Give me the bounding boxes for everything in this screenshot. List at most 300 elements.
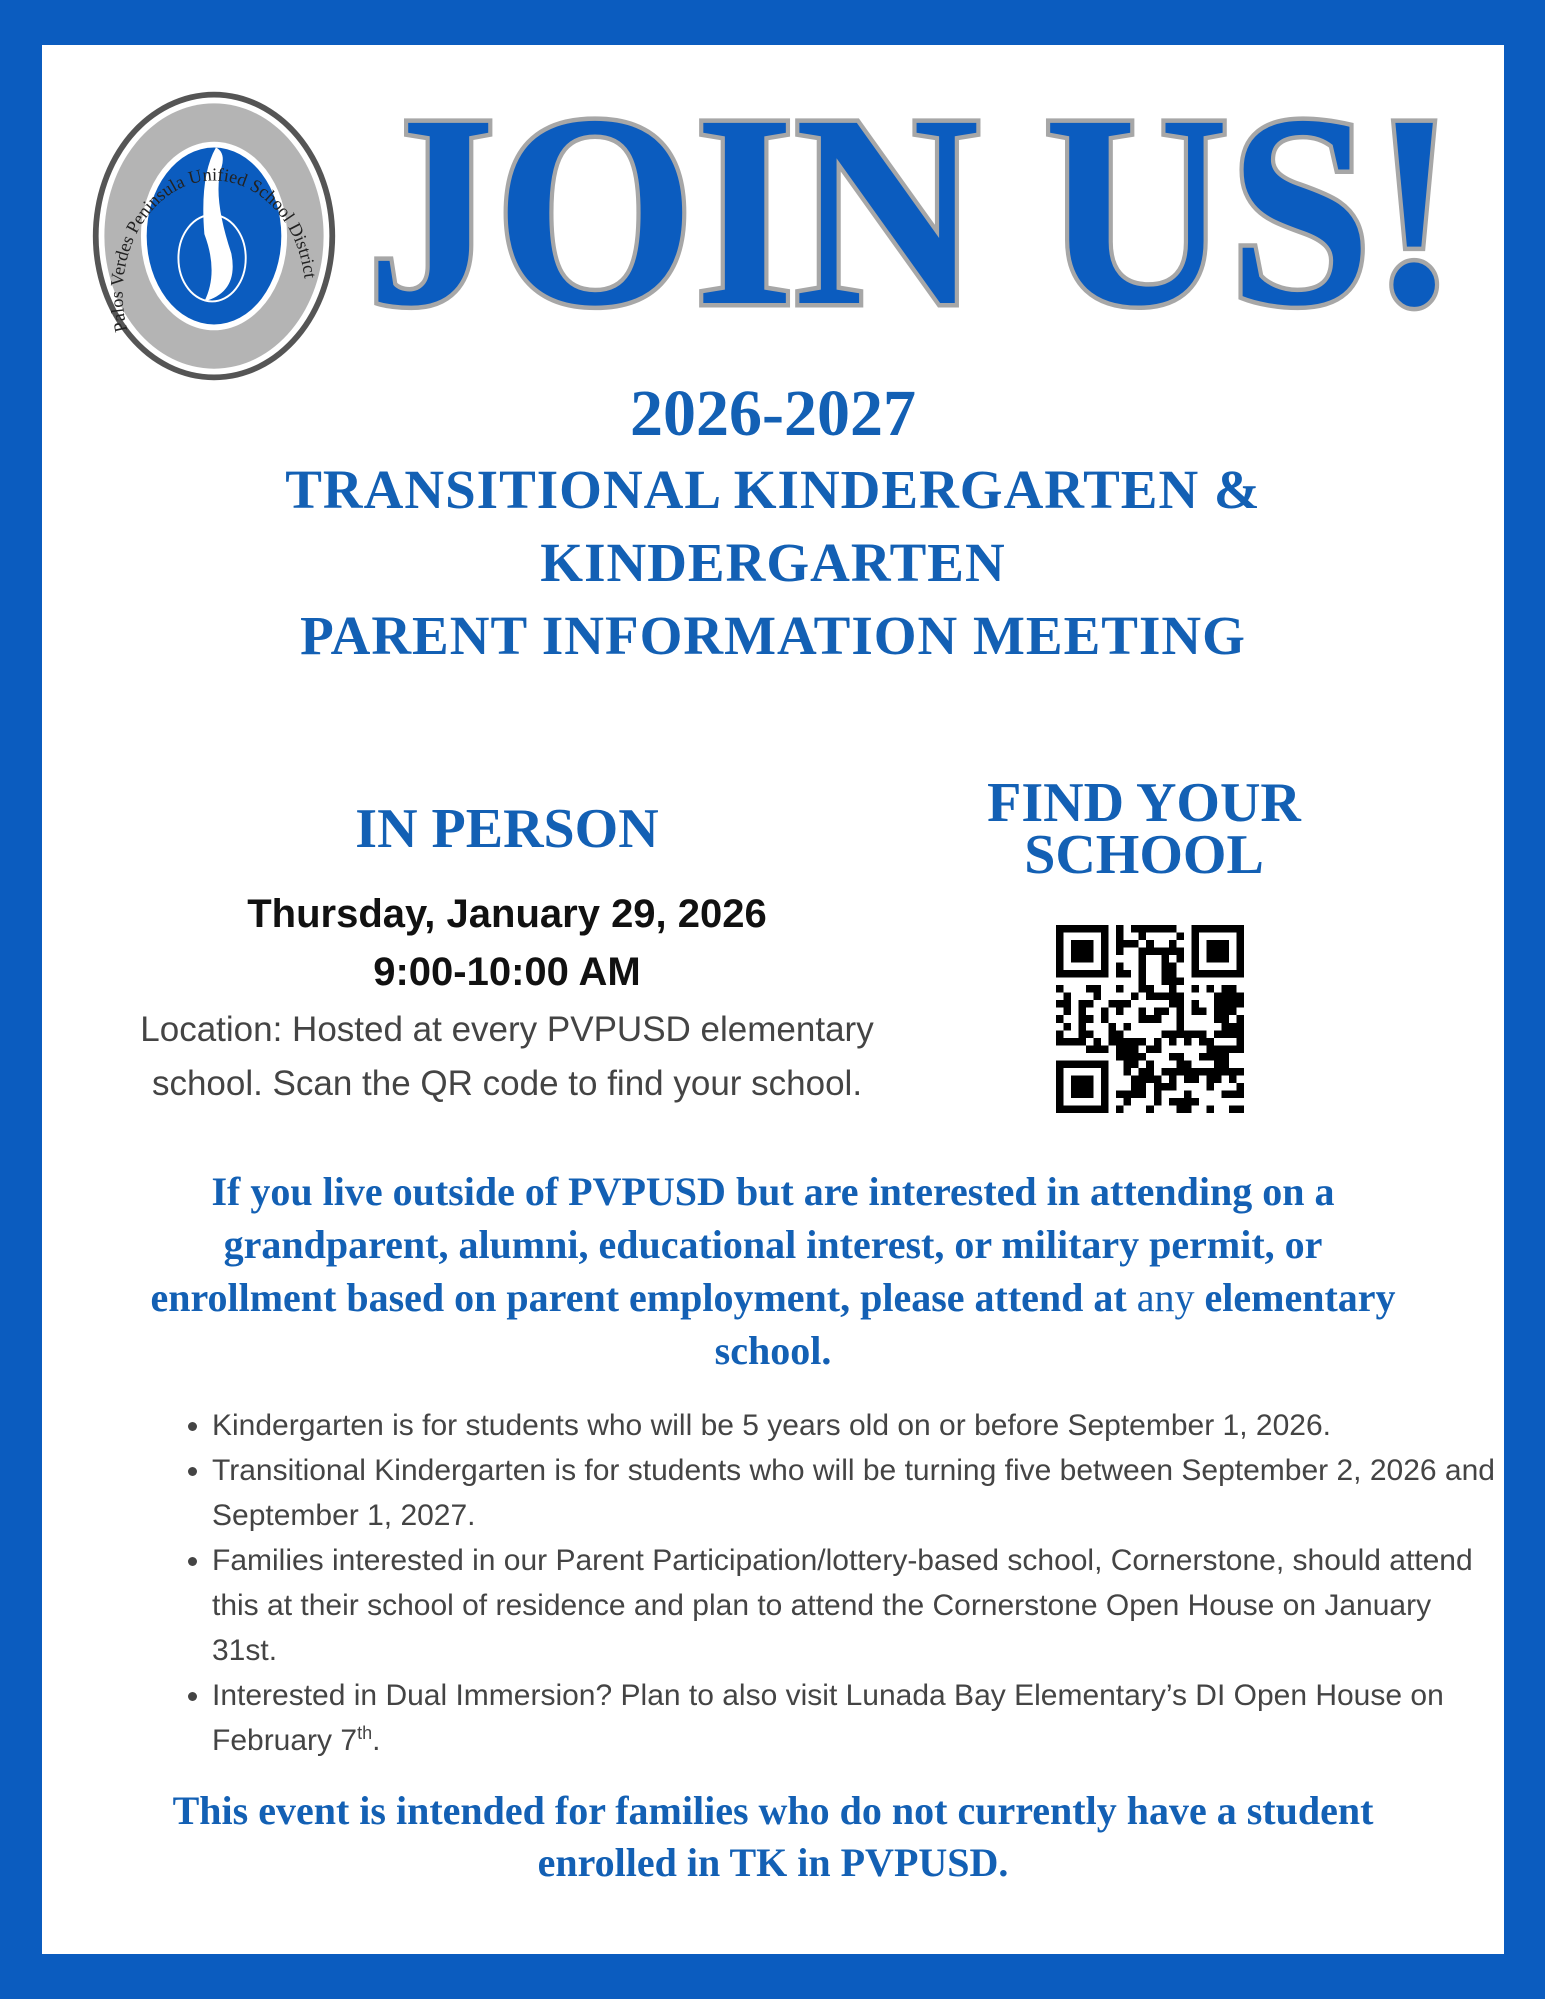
qr-module <box>1191 1098 1199 1106</box>
qr-module <box>1079 1075 1087 1083</box>
event-time: 9:00-10:00 AM <box>373 950 641 994</box>
qr-module <box>1086 1083 1094 1091</box>
qr-module <box>1221 1023 1229 1031</box>
qr-module <box>1146 1015 1154 1023</box>
qr-module <box>1221 993 1229 1001</box>
find-your-school-heading <box>942 772 1346 886</box>
qr-module <box>1056 940 1064 948</box>
qr-module <box>1094 1038 1102 1046</box>
qr-module <box>1161 993 1169 1001</box>
qr-module <box>1206 1053 1214 1061</box>
outside-district-notice <box>142 1165 1404 1377</box>
qr-module <box>1131 1075 1139 1083</box>
qr-module <box>1101 1090 1109 1098</box>
qr-module <box>1154 1015 1162 1023</box>
qr-module <box>1131 1083 1139 1091</box>
qr-module <box>1176 1105 1184 1113</box>
qr-module <box>1236 940 1244 948</box>
qr-module <box>1146 993 1154 1001</box>
qr-module <box>1199 925 1207 933</box>
qr-module <box>1064 970 1072 978</box>
title-line-2: KINDERGARTEN <box>540 532 1006 593</box>
qr-module <box>1146 925 1154 933</box>
qr-module <box>1116 1105 1124 1113</box>
qr-module <box>1094 1045 1102 1053</box>
find-line-1: FIND YOUR <box>987 772 1301 834</box>
qr-module <box>1176 1068 1184 1076</box>
qr-module <box>1229 1075 1237 1083</box>
qr-module <box>1139 1083 1147 1091</box>
qr-module <box>1161 1083 1169 1091</box>
qr-module <box>1169 1068 1177 1076</box>
qr-module <box>1206 940 1214 948</box>
qr-module <box>1229 1068 1237 1076</box>
qr-module <box>1206 1068 1214 1076</box>
qr-module <box>1191 1000 1199 1008</box>
qr-module <box>1139 1015 1147 1023</box>
qr-module <box>1094 993 1102 1001</box>
qr-module <box>1071 1105 1079 1113</box>
qr-module <box>1056 1083 1064 1091</box>
qr-module <box>1191 1068 1199 1076</box>
qr-module <box>1236 1045 1244 1053</box>
qr-module <box>1229 1000 1237 1008</box>
ordinal-suffix: th <box>357 1723 373 1743</box>
qr-module <box>1139 933 1147 941</box>
qr-module <box>1161 925 1169 933</box>
title-line-3: PARENT INFORMATION MEETING <box>300 605 1246 666</box>
qr-module <box>1101 1098 1109 1106</box>
qr-module <box>1146 1045 1154 1053</box>
qr-module <box>1079 1023 1087 1031</box>
qr-module <box>1214 1075 1222 1083</box>
qr-module <box>1116 970 1124 978</box>
qr-module <box>1071 970 1079 978</box>
qr-module <box>1236 948 1244 956</box>
qr-module <box>1124 1023 1132 1031</box>
qr-module <box>1064 1038 1072 1046</box>
qr-module <box>1086 1075 1094 1083</box>
qr-module <box>1161 1068 1169 1076</box>
qr-module <box>1079 948 1087 956</box>
qr-module <box>1176 955 1184 963</box>
qr-module <box>1191 925 1199 933</box>
district-seal-logo <box>89 89 339 384</box>
qr-module <box>1071 955 1079 963</box>
qr-module <box>1184 1105 1192 1113</box>
qr-module <box>1079 1105 1087 1113</box>
qr-module <box>1071 1075 1079 1083</box>
qr-module <box>1101 1060 1109 1068</box>
qr-module <box>1229 1030 1237 1038</box>
qr-module <box>1094 970 1102 978</box>
qr-module <box>1169 1075 1177 1083</box>
qr-module <box>1056 955 1064 963</box>
qr-module <box>1229 970 1237 978</box>
qr-module <box>1086 1000 1094 1008</box>
qr-module <box>1236 1015 1244 1023</box>
qr-module <box>1221 1008 1229 1016</box>
qr-code[interactable] <box>1056 925 1244 1113</box>
qr-module <box>1221 985 1229 993</box>
qr-module <box>1124 1053 1132 1061</box>
qr-module <box>1191 933 1199 941</box>
qr-module <box>1214 1060 1222 1068</box>
qr-module <box>1169 985 1177 993</box>
qr-module <box>1079 1038 1087 1046</box>
qr-module <box>1206 970 1214 978</box>
qr-module <box>1131 925 1139 933</box>
qr-module <box>1206 1075 1214 1083</box>
qr-module <box>1079 970 1087 978</box>
qr-module <box>1086 1060 1094 1068</box>
qr-module <box>1191 940 1199 948</box>
list-item-text: Interested in Dual Immersion? Plan to also visit Lunada Bay Elementary’s DI Open House on February 7 <box>212 1679 1444 1757</box>
qr-module <box>1116 1000 1124 1008</box>
qr-module <box>1131 1090 1139 1098</box>
qr-module <box>1154 1045 1162 1053</box>
qr-module <box>1071 940 1079 948</box>
qr-module <box>1071 1038 1079 1046</box>
qr-module <box>1094 1105 1102 1113</box>
qr-module <box>1094 1060 1102 1068</box>
qr-module <box>1056 1038 1064 1046</box>
qr-module <box>1109 1023 1117 1031</box>
qr-module <box>1139 955 1147 963</box>
qr-module <box>1154 993 1162 1001</box>
qr-module <box>1124 1038 1132 1046</box>
qr-module <box>1154 1075 1162 1083</box>
qr-module <box>1221 1045 1229 1053</box>
qr-module <box>1191 985 1199 993</box>
qr-module <box>1064 1008 1072 1016</box>
qr-module <box>1214 955 1222 963</box>
qr-module <box>1214 940 1222 948</box>
qr-module <box>1184 1030 1192 1038</box>
qr-module <box>1221 948 1229 956</box>
qr-module <box>1184 1038 1192 1046</box>
qr-module <box>1154 925 1162 933</box>
qr-module <box>1116 1090 1124 1098</box>
qr-module <box>1154 1098 1162 1106</box>
qr-module <box>1169 1083 1177 1091</box>
qr-module <box>1176 1000 1184 1008</box>
location-line-2: school. Scan the QR code to find your school. <box>151 1064 863 1103</box>
qr-module <box>1236 1105 1244 1113</box>
qr-module <box>1169 970 1177 978</box>
qr-module <box>1101 970 1109 978</box>
qr-module <box>1071 1060 1079 1068</box>
qr-module <box>1079 940 1087 948</box>
qr-module <box>1229 925 1237 933</box>
qr-module <box>1176 978 1184 986</box>
qr-module <box>1184 1068 1192 1076</box>
qr-module <box>1221 1068 1229 1076</box>
qr-module <box>1056 1075 1064 1083</box>
qr-module <box>1056 933 1064 941</box>
flyer <box>42 45 1504 1954</box>
qr-module <box>1056 970 1064 978</box>
qr-module <box>1154 1083 1162 1091</box>
qr-module <box>1124 970 1132 978</box>
qr-module <box>1199 1053 1207 1061</box>
qr-module <box>1206 985 1214 993</box>
qr-module <box>1109 1030 1117 1038</box>
qr-module <box>1131 1053 1139 1061</box>
qr-module <box>1176 1053 1184 1061</box>
qr-module <box>1229 1105 1237 1113</box>
qr-module <box>1079 1030 1087 1038</box>
svg-text:JOIN US!: JOIN US! <box>367 59 1457 363</box>
qr-module <box>1086 985 1094 993</box>
qr-module <box>1176 1008 1184 1016</box>
qr-module <box>1221 1015 1229 1023</box>
qr-module <box>1221 970 1229 978</box>
qr-module <box>1064 1060 1072 1068</box>
qr-module <box>1236 970 1244 978</box>
qr-module <box>1146 948 1154 956</box>
qr-module <box>1056 1015 1064 1023</box>
qr-module <box>1199 1030 1207 1038</box>
qr-module <box>1184 1075 1192 1083</box>
qr-module <box>1139 978 1147 986</box>
qr-module <box>1214 925 1222 933</box>
qr-module <box>1079 1060 1087 1068</box>
qr-module <box>1079 955 1087 963</box>
qr-module <box>1229 1090 1237 1098</box>
qr-module <box>1116 1038 1124 1046</box>
qr-module <box>1161 1030 1169 1038</box>
qr-module <box>1086 925 1094 933</box>
qr-module <box>1101 1075 1109 1083</box>
qr-module <box>1176 1060 1184 1068</box>
qr-module <box>1131 1045 1139 1053</box>
qr-module <box>1056 1060 1064 1068</box>
qr-module <box>1086 1105 1094 1113</box>
qr-module <box>1139 1053 1147 1061</box>
qr-module <box>1064 993 1072 1001</box>
qr-module <box>1221 1000 1229 1008</box>
qr-module <box>1169 963 1177 971</box>
qr-module <box>1086 1030 1094 1038</box>
qr-module <box>1191 1030 1199 1038</box>
qr-module <box>1079 1090 1087 1098</box>
qr-module <box>1236 1023 1244 1031</box>
qr-module <box>1116 925 1124 933</box>
qr-module <box>1101 948 1109 956</box>
qr-module <box>1056 1000 1064 1008</box>
title-line-1: TRANSITIONAL KINDERGARTEN & <box>285 459 1261 520</box>
qr-module <box>1116 948 1124 956</box>
qr-module <box>1214 1045 1222 1053</box>
qr-module <box>1214 993 1222 1001</box>
qr-module <box>1056 1030 1064 1038</box>
qr-module <box>1176 1023 1184 1031</box>
qr-module <box>1146 940 1154 948</box>
qr-module <box>1139 1068 1147 1076</box>
qr-module <box>1071 1083 1079 1091</box>
qr-module <box>1146 1105 1154 1113</box>
qr-module <box>1191 1008 1199 1016</box>
qr-module <box>1101 1045 1109 1053</box>
qr-module <box>1206 955 1214 963</box>
qr-module <box>1229 985 1237 993</box>
qr-module <box>1139 1038 1147 1046</box>
qr-module <box>1176 933 1184 941</box>
qr-module <box>1191 948 1199 956</box>
qr-module <box>1101 1105 1109 1113</box>
qr-module <box>1116 940 1124 948</box>
qr-module <box>1161 978 1169 986</box>
qr-module <box>1116 985 1124 993</box>
qr-module <box>1184 1090 1192 1098</box>
qr-module <box>1199 1038 1207 1046</box>
list-item: • Transitional Kindergarten is for students who will be turning five between September 2, 2026 and September 1, 2027. <box>212 1448 1502 1538</box>
qr-module <box>1139 970 1147 978</box>
qr-module <box>1206 1045 1214 1053</box>
qr-module <box>1101 925 1109 933</box>
event-location <box>102 1003 912 1111</box>
qr-module <box>1221 1090 1229 1098</box>
qr-module <box>1056 1090 1064 1098</box>
qr-module <box>1064 1023 1072 1031</box>
qr-module <box>1139 1090 1147 1098</box>
join-us-headline <box>342 45 1482 367</box>
qr-module <box>1206 1105 1214 1113</box>
qr-module <box>1229 1008 1237 1016</box>
qr-module <box>1236 1083 1244 1091</box>
qr-module <box>1064 1105 1072 1113</box>
qr-module <box>1206 1038 1214 1046</box>
qr-module <box>1116 963 1124 971</box>
qr-module <box>1199 1008 1207 1016</box>
qr-module <box>1236 933 1244 941</box>
qr-module <box>1116 1053 1124 1061</box>
qr-module <box>1191 963 1199 971</box>
qr-module <box>1214 1068 1222 1076</box>
qr-module <box>1221 1030 1229 1038</box>
qr-module <box>1169 1053 1177 1061</box>
qr-module <box>1101 940 1109 948</box>
qr-module <box>1071 1090 1079 1098</box>
qr-module <box>1236 1068 1244 1076</box>
qr-module <box>1079 1015 1087 1023</box>
event-date: Thursday, January 29, 2026 <box>247 892 767 936</box>
qr-module <box>1071 925 1079 933</box>
qr-module <box>1064 925 1072 933</box>
qr-module <box>1214 1015 1222 1023</box>
qr-module <box>1056 1098 1064 1106</box>
qr-module <box>1236 1030 1244 1038</box>
lower-section <box>42 1165 1504 1889</box>
qr-module <box>1184 1098 1192 1106</box>
qr-module <box>1199 970 1207 978</box>
qr-module <box>1161 963 1169 971</box>
qr-module <box>1191 955 1199 963</box>
qr-module <box>1191 970 1199 978</box>
list-item-end: . <box>372 1724 381 1757</box>
qr-module <box>1214 1008 1222 1016</box>
qr-module <box>1139 1008 1147 1016</box>
qr-module <box>1236 1090 1244 1098</box>
footer-note: This event is intended for families who do not currently have a student enrolled in TK in PVPUSD. <box>172 1788 1374 1885</box>
qr-module <box>1109 1038 1117 1046</box>
qr-module <box>1056 1068 1064 1076</box>
qr-module <box>1101 963 1109 971</box>
qr-module <box>1169 940 1177 948</box>
qr-module <box>1101 1008 1109 1016</box>
qr-module <box>1124 1060 1132 1068</box>
school-year: 2026-2027 <box>630 377 916 450</box>
qr-module <box>1169 948 1177 956</box>
qr-module <box>1056 1105 1064 1113</box>
qr-module <box>1101 955 1109 963</box>
qr-module <box>1229 993 1237 1001</box>
notice-text-end: elementary school. <box>714 1275 1396 1373</box>
qr-module <box>1116 933 1124 941</box>
qr-module <box>1169 1098 1177 1106</box>
qr-module <box>1176 1030 1184 1038</box>
qr-module <box>1214 1000 1222 1008</box>
qr-module <box>1229 1045 1237 1053</box>
qr-module <box>1236 925 1244 933</box>
qr-module <box>1124 1090 1132 1098</box>
qr-module <box>1079 1008 1087 1016</box>
qr-module <box>1176 1098 1184 1106</box>
qr-module <box>1221 925 1229 933</box>
qr-module <box>1154 948 1162 956</box>
qr-module <box>1214 1030 1222 1038</box>
qr-module <box>1169 993 1177 1001</box>
qr-module <box>1229 1023 1237 1031</box>
qr-module <box>1116 1008 1124 1016</box>
qr-module <box>1154 1008 1162 1016</box>
qr-module <box>1199 1068 1207 1076</box>
qr-module <box>1236 993 1244 1001</box>
qr-module <box>1169 978 1177 986</box>
qr-module <box>1221 955 1229 963</box>
qr-module <box>1131 1038 1139 1046</box>
qr-module <box>1236 1038 1244 1046</box>
qr-module <box>1124 1068 1132 1076</box>
qr-module <box>1191 1075 1199 1083</box>
qr-module <box>1139 963 1147 971</box>
qr-module <box>1094 925 1102 933</box>
qr-module <box>1094 985 1102 993</box>
qr-module <box>1116 1030 1124 1038</box>
qr-module <box>1086 970 1094 978</box>
qr-module <box>1101 1083 1109 1091</box>
notice-text: If you live outside of PVPUSD but are interested in attending on a grandparent, alumni, educational interest, or military permit, or enrollment based on parent employment, please attend at <box>150 1169 1335 1320</box>
qr-module <box>1221 1053 1229 1061</box>
qr-module <box>1086 940 1094 948</box>
qr-module <box>1214 1053 1222 1061</box>
qr-module <box>1214 948 1222 956</box>
qr-module <box>1184 1060 1192 1068</box>
qr-module <box>1176 993 1184 1001</box>
qr-module <box>1101 1068 1109 1076</box>
list-item: • Kindergarten is for students who will be 5 years old on or before September 1, 2026. <box>212 1403 1502 1448</box>
qr-module <box>1056 925 1064 933</box>
qr-module <box>1086 1015 1094 1023</box>
qr-module <box>1176 948 1184 956</box>
qr-module <box>1071 948 1079 956</box>
qr-module <box>1131 940 1139 948</box>
qr-module <box>1086 1090 1094 1098</box>
qr-module <box>1101 1015 1109 1023</box>
in-person-heading: IN PERSON <box>355 798 659 860</box>
qr-module <box>1176 1015 1184 1023</box>
